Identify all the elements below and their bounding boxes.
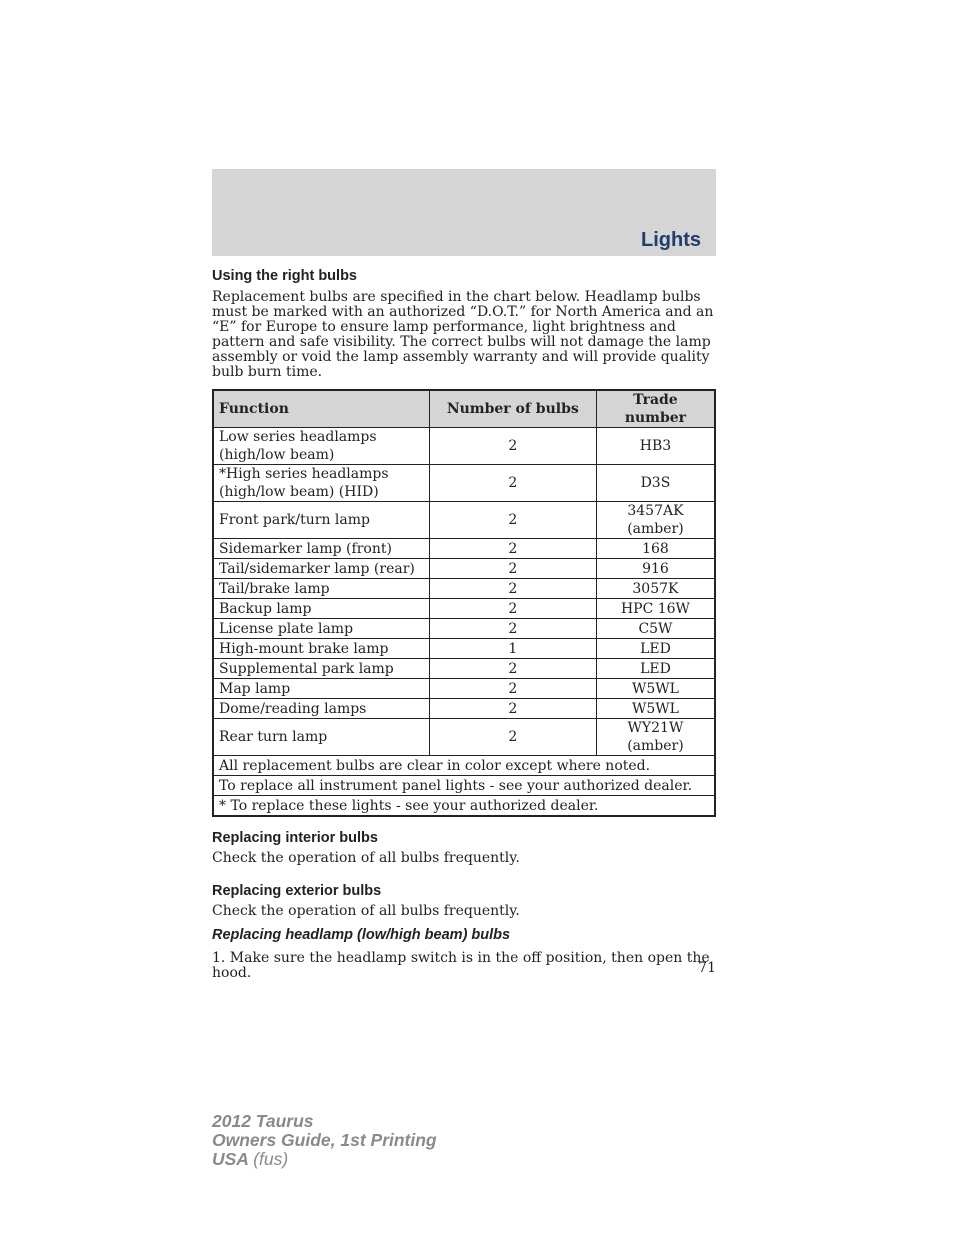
cell-trade-number: W5WL <box>596 679 715 699</box>
cell-trade-number: 916 <box>596 559 715 579</box>
cell-number-of-bulbs: 2 <box>429 428 596 465</box>
table-row <box>213 659 715 679</box>
exterior-paragraph: Check the operation of all bulbs frequently. <box>212 903 520 919</box>
cell-function: Low series headlamps (high/low beam) <box>213 428 429 465</box>
footer-region-main: USA <box>212 1149 249 1169</box>
cell-function: Tail/brake lamp <box>213 579 429 599</box>
table-row <box>213 579 715 599</box>
document-footer <box>212 1112 437 1169</box>
cell-trade-number: LED <box>596 639 715 659</box>
cell-number-of-bulbs: 2 <box>429 599 596 619</box>
table-row <box>213 428 715 465</box>
table-row <box>213 539 715 559</box>
cell-number-of-bulbs: 1 <box>429 639 596 659</box>
cell-function: Supplemental park lamp <box>213 659 429 679</box>
table-note-row <box>213 756 715 776</box>
cell-function: Map lamp <box>213 679 429 699</box>
table-row <box>213 502 715 539</box>
cell-trade-number: HB3 <box>596 428 715 465</box>
table-note-row <box>213 796 715 817</box>
headlamp-step-1: 1. Make sure the headlamp switch is in the off position, then open the hood. <box>212 950 710 981</box>
heading-headlamp-bulbs: Replacing headlamp (low/high beam) bulbs <box>212 927 511 943</box>
footer-region-code: (fus) <box>253 1149 289 1169</box>
cell-trade-number: C5W <box>596 619 715 639</box>
heading-using-right-bulbs: Using the right bulbs <box>212 268 357 284</box>
cell-function: *High series headlamps (high/low beam) (HID) <box>213 465 429 502</box>
cell-trade-number: 3457AK (amber) <box>596 502 715 539</box>
cell-function: Tail/sidemarker lamp (rear) <box>213 559 429 579</box>
section-header-band <box>212 169 716 256</box>
cell-number-of-bulbs: 2 <box>429 539 596 559</box>
footer-region <box>212 1150 437 1169</box>
table-note: To replace all instrument panel lights - see your authorized dealer. <box>213 776 715 796</box>
cell-function: Backup lamp <box>213 599 429 619</box>
cell-trade-number: LED <box>596 659 715 679</box>
cell-number-of-bulbs: 2 <box>429 699 596 719</box>
interior-paragraph: Check the operation of all bulbs frequently. <box>212 850 520 866</box>
table-note-row <box>213 776 715 796</box>
page-number: 71 <box>698 960 716 976</box>
heading-interior-bulbs: Replacing interior bulbs <box>212 830 378 846</box>
table-row <box>213 719 715 756</box>
table-row <box>213 559 715 579</box>
cell-number-of-bulbs: 2 <box>429 679 596 699</box>
table-row <box>213 679 715 699</box>
page-content <box>212 266 716 981</box>
section-title: Lights <box>641 229 701 251</box>
col-header-trade: Trade number <box>596 390 715 428</box>
cell-trade-number: WY21W (amber) <box>596 719 715 756</box>
cell-trade-number: W5WL <box>596 699 715 719</box>
table-header-row <box>213 390 715 428</box>
col-header-number: Number of bulbs <box>429 390 596 428</box>
cell-function: Front park/turn lamp <box>213 502 429 539</box>
bulb-table <box>212 389 716 817</box>
col-header-function: Function <box>213 390 429 428</box>
cell-trade-number: 3057K <box>596 579 715 599</box>
cell-function: High-mount brake lamp <box>213 639 429 659</box>
heading-exterior-bulbs: Replacing exterior bulbs <box>212 883 382 899</box>
cell-number-of-bulbs: 2 <box>429 719 596 756</box>
table-note: * To replace these lights - see your authorized dealer. <box>213 796 715 817</box>
table-row <box>213 465 715 502</box>
cell-function: License plate lamp <box>213 619 429 639</box>
cell-function: Dome/reading lamps <box>213 699 429 719</box>
intro-paragraph: Replacement bulbs are specified in the chart below. Headlamp bulbs must be marked with an authorized “D.O.T.” for North America and an “E” for Europe to ensure lamp performance, light brightness and pattern and safe visibility. The correct bulbs will not damage the lamp assembly or void the lamp assembly warranty and will provide quality bulb burn time. <box>212 289 714 380</box>
table-row <box>213 699 715 719</box>
cell-trade-number: HPC 16W <box>596 599 715 619</box>
table-row <box>213 619 715 639</box>
table-row <box>213 599 715 619</box>
footer-model: 2012 Taurus <box>212 1111 314 1131</box>
cell-number-of-bulbs: 2 <box>429 579 596 599</box>
table-row <box>213 639 715 659</box>
cell-trade-number: D3S <box>596 465 715 502</box>
cell-function: Sidemarker lamp (front) <box>213 539 429 559</box>
cell-number-of-bulbs: 2 <box>429 502 596 539</box>
cell-number-of-bulbs: 2 <box>429 659 596 679</box>
table-note: All replacement bulbs are clear in color except where noted. <box>213 756 715 776</box>
cell-trade-number: 168 <box>596 539 715 559</box>
cell-function: Rear turn lamp <box>213 719 429 756</box>
table-body <box>213 428 715 756</box>
cell-number-of-bulbs: 2 <box>429 559 596 579</box>
cell-number-of-bulbs: 2 <box>429 619 596 639</box>
footer-edition: Owners Guide, 1st Printing <box>212 1130 437 1150</box>
cell-number-of-bulbs: 2 <box>429 465 596 502</box>
